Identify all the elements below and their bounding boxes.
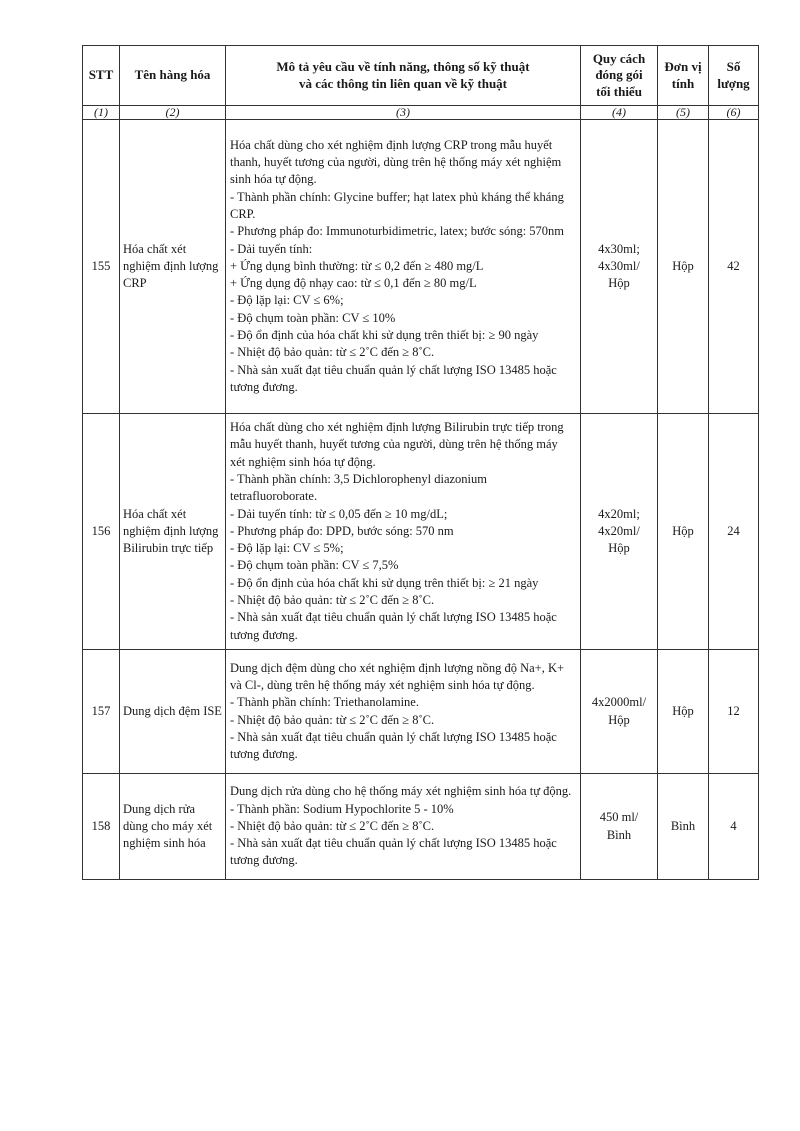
header-packaging <box>581 46 658 106</box>
table-row <box>83 774 759 880</box>
column-number: (5) <box>658 106 709 120</box>
packaging-line: 4x30ml; <box>598 241 640 256</box>
row-item-name: Dung dịch đệm ISE <box>120 650 226 774</box>
description-line: Dung dịch đệm dùng cho xét nghiệm định lượng nồng độ Na+, K+ và Cl-, dùng trên hệ thống máy xét nghiệm sinh hóa tự động. <box>230 660 565 692</box>
header-description-line1: Mô tả yêu cầu về tính năng, thông số kỹ thuật <box>276 59 530 74</box>
row-unit: Bình <box>658 774 709 880</box>
packaging-line: Hộp <box>608 712 630 727</box>
description-line: - Thành phần: Sodium Hypochlorite 5 - 10% <box>230 801 454 816</box>
row-unit: Hộp <box>658 120 709 414</box>
header-item-name: Tên hàng hóa <box>120 46 226 106</box>
header-stt: STT <box>83 46 120 106</box>
packaging-line: 4x30ml/ <box>598 258 640 273</box>
packaging-line: Hộp <box>608 276 630 291</box>
row-unit: Hộp <box>658 650 709 774</box>
description-line: - Dải tuyến tính: <box>230 241 313 256</box>
description-line: - Dải tuyến tính: từ ≤ 0,05 đến ≥ 10 mg/dL; <box>230 506 448 521</box>
row-stt: 158 <box>83 774 120 880</box>
column-number: (6) <box>709 106 759 120</box>
packaging-line: Hộp <box>608 541 630 556</box>
header-quantity-line1: Số <box>726 59 741 74</box>
description-line: - Độ lặp lại: CV ≤ 6%; <box>230 293 344 308</box>
row-description <box>226 650 581 774</box>
row-item-name: Hóa chất xét nghiệm định lượng CRP <box>120 120 226 414</box>
row-description <box>226 774 581 880</box>
packaging-line: Bình <box>606 827 632 842</box>
specification-table <box>82 45 759 880</box>
description-line: - Nhiệt độ bảo quản: từ ≤ 2˚C đến ≥ 8˚C. <box>230 345 435 360</box>
row-packaging <box>581 120 658 414</box>
description-line: - Nhiệt độ bảo quản: từ ≤ 2˚C đến ≥ 8˚C. <box>230 712 435 727</box>
row-item-name: Dung dịch rửa dùng cho máy xét nghiệm sinh hóa <box>120 774 226 880</box>
description-line: - Nhiệt độ bảo quản: từ ≤ 2˚C đến ≥ 8˚C. <box>230 818 435 833</box>
table-row <box>83 414 759 650</box>
header-unit-line2: tính <box>671 75 695 91</box>
row-quantity: 4 <box>709 774 759 880</box>
description-line: - Thành phần chính: 3,5 Dichlorophenyl diazonium tetrafluoroborate. <box>230 471 488 504</box>
description-line: - Nhà sản xuất đạt tiêu chuẩn quản lý chất lượng ISO 13485 hoặc tương đương. <box>230 729 557 762</box>
column-number: (4) <box>581 106 658 120</box>
row-packaging <box>581 650 658 774</box>
header-unit <box>658 46 709 106</box>
row-packaging <box>581 774 658 880</box>
row-stt: 155 <box>83 120 120 414</box>
description-line: - Độ ổn định của hóa chất khi sử dụng trên thiết bị: ≥ 90 ngày <box>230 328 539 343</box>
row-stt: 157 <box>83 650 120 774</box>
description-line: - Thành phần chính: Triethanolamine. <box>230 695 419 710</box>
row-item-name: Hóa chất xét nghiệm định lượng Bilirubin trực tiếp <box>120 414 226 650</box>
description-line: Dung dịch rửa dùng cho hệ thống máy xét nghiệm sinh hóa tự động. <box>230 784 572 799</box>
packaging-line: 4x20ml/ <box>598 523 640 538</box>
header-packaging-line2: đóng gói <box>595 67 643 83</box>
description-line: - Độ ổn định của hóa chất khi sử dụng trên thiết bị: ≥ 21 ngày <box>230 575 539 590</box>
description-line: - Độ chụm toàn phần: CV ≤ 7,5% <box>230 558 399 573</box>
packaging-line: 4x2000ml/ <box>591 695 647 710</box>
header-quantity <box>709 46 759 106</box>
description-line: Hóa chất dùng cho xét nghiệm định lượng Bilirubin trực tiếp trong mẫu huyết thanh, huyết tương của người, dùng trên hệ thống máy xét nghiệm sinh hóa tự động. <box>230 420 564 469</box>
table-row <box>83 650 759 774</box>
description-line: - Nhà sản xuất đạt tiêu chuẩn quản lý chất lượng ISO 13485 hoặc tương đương. <box>230 836 557 868</box>
description-line: - Nhà sản xuất đạt tiêu chuẩn quản lý chất lượng ISO 13485 hoặc tương đương. <box>230 610 557 642</box>
row-packaging <box>581 414 658 650</box>
packaging-line: 450 ml/ <box>599 810 639 825</box>
header-description-line2: và các thông tin liên quan về kỹ thuật <box>298 75 508 91</box>
row-quantity: 42 <box>709 120 759 414</box>
description-line: - Phương pháp đo: Immunoturbidimetric, latex; bước sóng: 570nm <box>230 224 565 239</box>
column-number: (2) <box>120 106 226 120</box>
description-line: Hóa chất dùng cho xét nghiệm định lượng CRP trong mẫu huyết thanh, huyết tương của người, dùng trên hệ thống máy xét nghiệm sinh hóa tự động. <box>230 137 562 187</box>
table-header-row <box>83 46 759 106</box>
column-number: (1) <box>83 106 120 120</box>
description-line: - Độ lặp lại: CV ≤ 5%; <box>230 541 344 556</box>
description-line: + Ứng dụng bình thường: từ ≤ 0,2 đến ≥ 480 mg/L <box>230 258 484 273</box>
header-unit-line1: Đơn vị <box>664 59 702 74</box>
row-stt: 156 <box>83 414 120 650</box>
row-unit: Hộp <box>658 414 709 650</box>
header-quantity-line2: lượng <box>717 75 750 91</box>
row-quantity: 24 <box>709 414 759 650</box>
description-line: - Nhà sản xuất đạt tiêu chuẩn quản lý chất lượng ISO 13485 hoặc tương đương. <box>230 362 557 394</box>
description-line: - Nhiệt độ bảo quản: từ ≤ 2˚C đến ≥ 8˚C. <box>230 593 435 608</box>
header-packaging-line3: tối thiểu <box>596 83 642 99</box>
row-description <box>226 414 581 650</box>
description-line: + Ứng dụng độ nhạy cao: từ ≤ 0,1 đến ≥ 80 mg/L <box>230 276 477 291</box>
table-row <box>83 120 759 414</box>
column-number: (3) <box>226 106 581 120</box>
column-number-row <box>83 106 759 120</box>
description-line: - Thành phần chính: Glycine buffer; hạt latex phủ kháng thể kháng CRP. <box>230 189 564 221</box>
description-line: - Phương pháp đo: DPD, bước sóng: 570 nm <box>230 523 454 538</box>
row-quantity: 12 <box>709 650 759 774</box>
header-packaging-line1: Quy cách <box>592 50 646 66</box>
packaging-line: 4x20ml; <box>598 506 640 521</box>
description-line: - Độ chụm toàn phần: CV ≤ 10% <box>230 310 396 325</box>
header-description <box>226 46 581 106</box>
row-description <box>226 120 581 414</box>
